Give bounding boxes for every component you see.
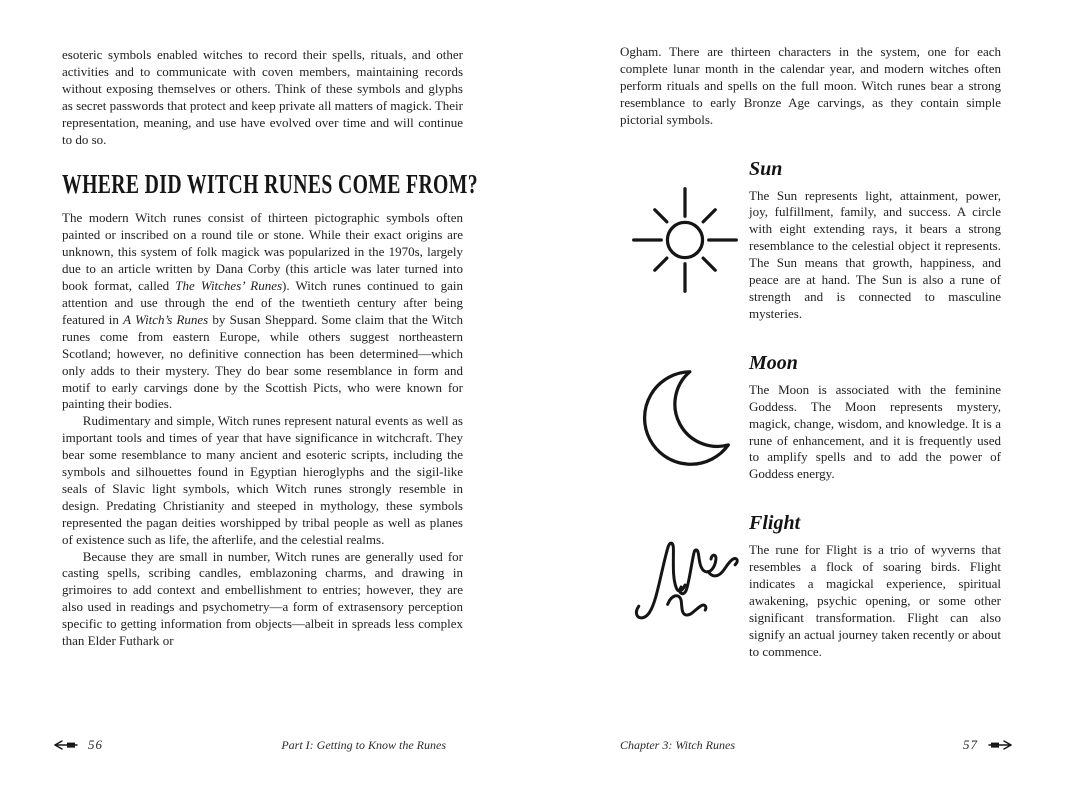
rudimentary-paragraph: Rudimentary and simple, Witch runes represent natural events as well as important tools and times of year that have significance in witchcraft. They bear some resemblance to many ancient and esoteric scripts, including the symbols and silhouettes found in Egyptian hieroglyphs and the sigil-like seals of Slavic light symbols, which Witch runes strongly resemble in design. Predating Christianity and steeped in mythology, these symbols represented the pagan deities worshipped by tribal people as well as planes of existence such as life, the afterlife, and the celestial realms. (62, 413, 463, 547)
sun-rune-icon (628, 181, 742, 299)
moon-rune-text (749, 352, 1001, 483)
left-page-number-group (52, 737, 103, 753)
arrow-ornament-left-icon (52, 739, 79, 751)
rune-name-sun: Sun (749, 157, 783, 180)
section-heading: WHERE DID WITCH RUNES COME FROM? (62, 169, 478, 200)
running-head: Part I: Getting to Know the Runes (281, 737, 446, 752)
rune-description-sun: The Sun represents light, attainment, power, joy, fulfillment, family, and success. A circle with eight extending rays, it bears a strong resemblance to the celestial object it represents. The Sun means that growth, happiness, and peace are at hand. The Sun is also a rune of strength and is connected to masculine mysteries. (749, 187, 1001, 321)
flight-rune-symbol-cell (620, 533, 749, 639)
sun-rune-symbol-cell (620, 181, 749, 299)
rune-section-moon (620, 352, 1001, 483)
flight-wyverns-rune-icon (626, 533, 744, 639)
sun-rune-text (749, 158, 1001, 323)
continuation-paragraph: Ogham. There are thirteen characters in the system, one for each complete lunar month in the calendar year, and modern witches often perform rituals and spells on the full moon. Witch runes bear a strong resemblance to early Bronze Age carvings, as they contain simple pictorial symbols. (620, 44, 1001, 127)
page-number: 56 (88, 737, 103, 752)
page-number: 57 (963, 737, 978, 752)
moon-rune-symbol-cell (620, 366, 749, 470)
running-head: Chapter 3: Witch Runes (620, 737, 735, 752)
arrow-ornament-right-icon (987, 739, 1014, 751)
rune-section-sun (620, 158, 1001, 323)
because-paragraph: Because they are small in number, Witch runes are generally used for casting spells, scribing candles, emblazoning charms, and drawing in grimoires to add context and embellishment to entries; however, they are also used in readings and psychometry—a form of extrasensory perception specific to getting information from objects—albeit in spreads less complex than Elder Futhark or (62, 548, 463, 649)
rune-description-moon: The Moon is associated with the feminine Goddess. The Moon represents mystery, magick, change, wisdom, and knowledge. It is a rune of enhancement, and it is frequently used to amplify spells and to add the power of Goddess energy. (749, 381, 1001, 482)
origin-paragraph: The modern Witch runes consist of thirteen pictographic symbols often painted or inscribed on a round tile or stone. While their exact origins are unknown, this system of folk magick was popularized in the 1970s, largely due to an article written by Dana Corby (this article was later turned into book format, called The Witches’ Runes). Witch runes continued to gain attention and use through the end of the twentieth century after being featured in A Witch’s Runes by Susan Sheppard. Some claim that the Witch runes come from eastern Europe, while others suggest northeastern Scotland; however, no definitive connection has been determined—which only adds to their mystery. They do bear some resemblance in form and motif to early carvings done by the Scottish Picts, who were known for painting their bodies. (62, 210, 464, 412)
continuation-paragraph: esoteric symbols enabled witches to record their spells, rituals, and other activities and to communicate with coven members, maintaining records without exposing themselves or others. Think of these symbols and glyphs as secret passwords that protect and keep private all matters of magick. Their representation, meaning, and use have evolved over time and will continue to do so. (62, 47, 463, 147)
rune-description-flight: The rune for Flight is a trio of wyverns that resembles a flock of soaring birds. Flight indicates a magickal experience, spiritual awakening, psychic opening, or some other significant transformation. Flight can also signify an actual journey taken recently or about to commence. (749, 542, 1001, 659)
rune-name-moon: Moon (749, 351, 798, 374)
rune-section-flight (620, 512, 1001, 660)
left-page-footer (52, 737, 446, 753)
right-page (620, 44, 1001, 661)
flight-rune-text (749, 512, 1001, 660)
right-page-number-group (963, 737, 1014, 753)
right-page-footer (620, 737, 1014, 753)
rune-name-flight: Flight (749, 512, 801, 535)
crescent-moon-rune-icon (632, 366, 738, 470)
left-page (62, 47, 478, 650)
